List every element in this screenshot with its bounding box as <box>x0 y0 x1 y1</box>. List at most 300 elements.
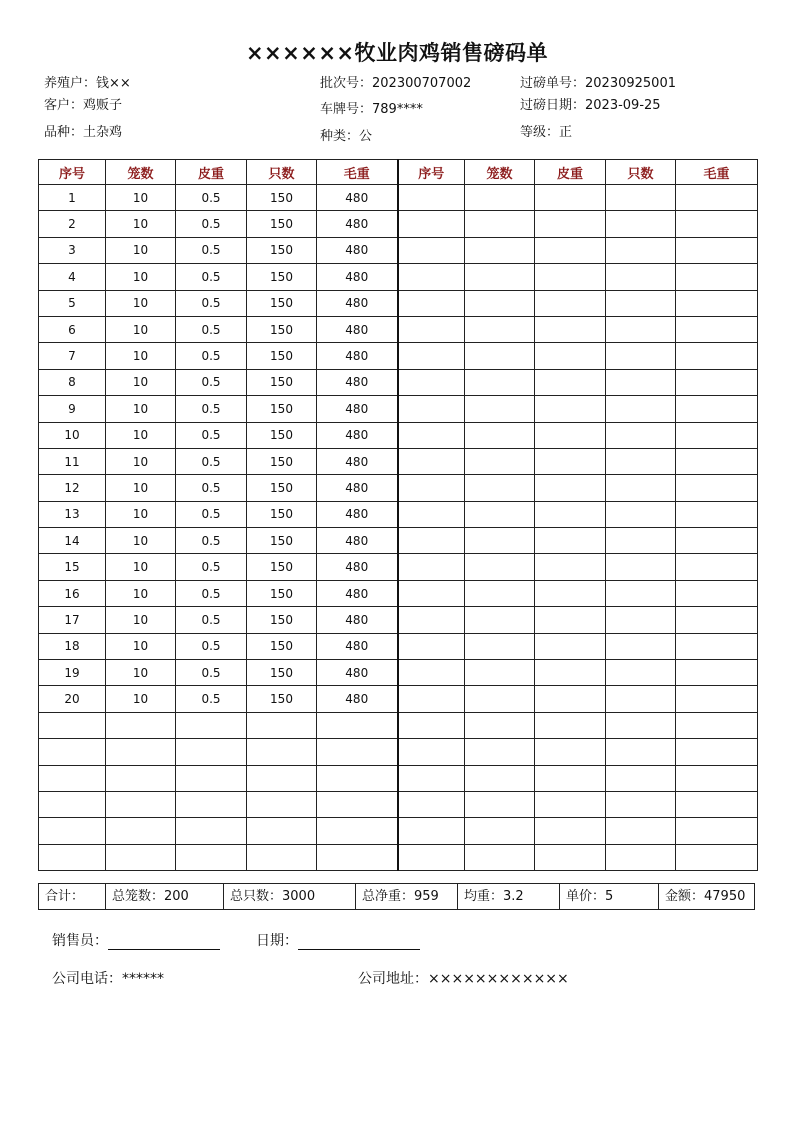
table-cell <box>535 316 606 342</box>
table-cell <box>606 818 676 844</box>
table-cell: 480 <box>317 528 398 554</box>
table-row <box>39 369 758 395</box>
table-cell <box>398 343 465 369</box>
table-cell: 150 <box>247 264 317 290</box>
table-cell: 480 <box>317 686 398 712</box>
table-cell: 480 <box>317 185 398 211</box>
table-cell: 10 <box>106 633 176 659</box>
table-cell <box>606 791 676 817</box>
table-cell: 14 <box>39 528 106 554</box>
table-cell: 150 <box>247 290 317 316</box>
table-cell: 0.5 <box>176 343 247 369</box>
table-cell: 10 <box>106 686 176 712</box>
table-cell: 150 <box>247 633 317 659</box>
table-cell <box>535 448 606 474</box>
table-row <box>39 633 758 659</box>
table-cell <box>535 211 606 237</box>
summary-total-cages: 总笼数：200 <box>106 884 224 909</box>
table-cell <box>606 185 676 211</box>
table-cell: 150 <box>247 580 317 606</box>
customer-field: 客户：鸡贩子 <box>44 98 123 113</box>
table-cell <box>676 607 758 633</box>
table-cell <box>676 712 758 738</box>
table-cell <box>535 765 606 791</box>
company-phone: 公司电话：****** <box>52 971 164 987</box>
table-cell: 480 <box>317 607 398 633</box>
table-cell <box>317 765 398 791</box>
table-cell: 10 <box>106 422 176 448</box>
table-cell <box>398 237 465 263</box>
table-cell <box>398 712 465 738</box>
table-cell: 0.5 <box>176 290 247 316</box>
table-cell <box>398 554 465 580</box>
table-cell <box>247 844 317 870</box>
table-cell <box>606 369 676 395</box>
table-cell: 150 <box>247 369 317 395</box>
breed-field: 品种：土杂鸡 <box>44 125 123 140</box>
table-cell: 6 <box>39 316 106 342</box>
table-cell <box>106 844 176 870</box>
table-cell <box>176 844 247 870</box>
table-cell: 0.5 <box>176 660 247 686</box>
table-cell: 0.5 <box>176 554 247 580</box>
table-cell <box>465 580 535 606</box>
summary-unit-price: 单价：5 <box>560 884 659 909</box>
table-cell <box>535 712 606 738</box>
table-cell: 10 <box>106 396 176 422</box>
table-row <box>39 211 758 237</box>
table-cell <box>317 844 398 870</box>
table-cell: 150 <box>247 316 317 342</box>
table-cell: 10 <box>106 343 176 369</box>
table-cell <box>398 211 465 237</box>
table-row <box>39 528 758 554</box>
table-cell: 0.5 <box>176 448 247 474</box>
table-cell <box>676 501 758 527</box>
table-cell <box>535 343 606 369</box>
table-cell <box>606 765 676 791</box>
table-cell <box>465 554 535 580</box>
table-cell: 150 <box>247 686 317 712</box>
header-seq-right: 序号 <box>398 160 465 185</box>
table-cell <box>398 765 465 791</box>
table-cell <box>465 264 535 290</box>
table-cell <box>247 765 317 791</box>
batch-number-field: 批次号：202300707002 <box>320 76 472 91</box>
table-cell: 0.5 <box>176 185 247 211</box>
table-cell: 10 <box>106 290 176 316</box>
table-cell: 19 <box>39 660 106 686</box>
table-cell: 480 <box>317 316 398 342</box>
table-cell: 480 <box>317 422 398 448</box>
table-cell <box>465 290 535 316</box>
table-cell <box>535 422 606 448</box>
table-cell: 150 <box>247 607 317 633</box>
table-row <box>39 660 758 686</box>
table-cell: 10 <box>106 316 176 342</box>
table-cell <box>606 607 676 633</box>
table-cell <box>317 791 398 817</box>
table-cell <box>176 818 247 844</box>
date-blank <box>298 935 420 950</box>
table-cell <box>465 343 535 369</box>
table-cell: 0.5 <box>176 316 247 342</box>
table-row <box>39 475 758 501</box>
table-cell <box>247 739 317 765</box>
table-row <box>39 791 758 817</box>
table-cell <box>535 580 606 606</box>
table-cell: 480 <box>317 343 398 369</box>
table-cell: 20 <box>39 686 106 712</box>
salesman-label: 销售员： <box>52 933 108 949</box>
table-row <box>39 237 758 263</box>
table-cell <box>465 712 535 738</box>
table-cell: 8 <box>39 369 106 395</box>
table-cell <box>247 818 317 844</box>
table-cell <box>535 264 606 290</box>
table-cell <box>465 660 535 686</box>
table-cell <box>535 607 606 633</box>
table-cell <box>106 765 176 791</box>
table-cell <box>676 633 758 659</box>
table-cell <box>676 554 758 580</box>
table-row <box>39 712 758 738</box>
table-cell <box>465 633 535 659</box>
table-cell: 3 <box>39 237 106 263</box>
table-cell <box>676 237 758 263</box>
table-cell: 480 <box>317 237 398 263</box>
table-cell: 150 <box>247 422 317 448</box>
table-cell <box>398 264 465 290</box>
table-cell: 18 <box>39 633 106 659</box>
date-signature-line <box>256 930 420 950</box>
table-cell <box>606 528 676 554</box>
table-cell <box>535 791 606 817</box>
table-cell <box>176 712 247 738</box>
table-cell: 480 <box>317 290 398 316</box>
header-tare-right: 皮重 <box>535 160 606 185</box>
table-row <box>39 844 758 870</box>
weigh-number-field: 过磅单号：20230925001 <box>520 76 676 91</box>
table-cell <box>676 818 758 844</box>
table-cell <box>398 686 465 712</box>
table-cell <box>535 237 606 263</box>
table-cell <box>676 211 758 237</box>
table-cell <box>39 765 106 791</box>
table-cell: 10 <box>106 475 176 501</box>
table-cell <box>465 791 535 817</box>
table-cell <box>398 290 465 316</box>
table-cell: 10 <box>106 660 176 686</box>
table-cell <box>106 818 176 844</box>
table-cell <box>398 528 465 554</box>
table-row <box>39 396 758 422</box>
table-cell: 17 <box>39 607 106 633</box>
table-cell <box>398 396 465 422</box>
table-cell <box>465 369 535 395</box>
table-cell <box>676 316 758 342</box>
table-cell <box>398 580 465 606</box>
table-cell <box>317 712 398 738</box>
table-cell: 150 <box>247 501 317 527</box>
table-row <box>39 290 758 316</box>
table-cell <box>465 765 535 791</box>
table-cell <box>606 343 676 369</box>
table-cell: 0.5 <box>176 607 247 633</box>
table-cell <box>606 686 676 712</box>
table-cell <box>39 712 106 738</box>
table-cell: 480 <box>317 633 398 659</box>
table-cell: 150 <box>247 475 317 501</box>
table-cell: 10 <box>106 369 176 395</box>
table-cell <box>398 316 465 342</box>
table-cell <box>465 475 535 501</box>
table-cell <box>317 818 398 844</box>
table-cell <box>106 739 176 765</box>
table-cell <box>535 396 606 422</box>
table-cell <box>676 422 758 448</box>
table-cell: 10 <box>106 554 176 580</box>
table-cell <box>676 343 758 369</box>
table-row <box>39 448 758 474</box>
table-cell <box>606 448 676 474</box>
table-cell <box>465 422 535 448</box>
table-cell <box>398 448 465 474</box>
header-cages: 笼数 <box>106 160 176 185</box>
table-cell <box>176 765 247 791</box>
table-cell <box>676 528 758 554</box>
table-cell <box>39 739 106 765</box>
table-cell <box>465 237 535 263</box>
table-cell <box>39 791 106 817</box>
table-cell <box>535 739 606 765</box>
header-tare: 皮重 <box>176 160 247 185</box>
table-cell <box>535 554 606 580</box>
table-row <box>39 739 758 765</box>
table-cell: 10 <box>106 264 176 290</box>
grade-field: 等级：正 <box>520 125 573 140</box>
table-cell <box>676 765 758 791</box>
table-cell <box>606 316 676 342</box>
plate-number-field: 车牌号：789**** <box>320 102 423 117</box>
table-row <box>39 185 758 211</box>
table-cell <box>676 686 758 712</box>
table-cell <box>398 607 465 633</box>
table-cell: 150 <box>247 185 317 211</box>
summary-label: 合计： <box>39 884 106 909</box>
table-cell: 0.5 <box>176 369 247 395</box>
table-cell: 4 <box>39 264 106 290</box>
table-cell: 10 <box>106 528 176 554</box>
header-seq: 序号 <box>39 160 106 185</box>
table-row <box>39 607 758 633</box>
table-cell <box>398 818 465 844</box>
table-cell: 150 <box>247 554 317 580</box>
table-cell <box>676 739 758 765</box>
table-cell <box>606 396 676 422</box>
table-cell: 10 <box>106 448 176 474</box>
table-cell <box>39 818 106 844</box>
table-cell <box>398 739 465 765</box>
header-count-right: 只数 <box>606 160 676 185</box>
company-address: 公司地址：×××××××××××× <box>358 971 569 987</box>
table-cell <box>398 633 465 659</box>
table-cell: 0.5 <box>176 580 247 606</box>
table-cell <box>106 712 176 738</box>
table-row <box>39 264 758 290</box>
table-cell: 7 <box>39 343 106 369</box>
summary-bar <box>38 883 755 910</box>
table-cell <box>465 396 535 422</box>
table-cell: 150 <box>247 660 317 686</box>
table-cell <box>398 501 465 527</box>
table-cell <box>176 791 247 817</box>
table-row <box>39 554 758 580</box>
table-cell <box>606 844 676 870</box>
table-cell: 9 <box>39 396 106 422</box>
salesman-blank <box>108 935 220 950</box>
table-cell <box>606 237 676 263</box>
table-cell <box>465 448 535 474</box>
table-cell <box>535 844 606 870</box>
table-cell <box>535 818 606 844</box>
table-cell: 480 <box>317 554 398 580</box>
table-cell: 480 <box>317 475 398 501</box>
table-cell: 0.5 <box>176 264 247 290</box>
table-cell <box>465 607 535 633</box>
table-cell <box>676 369 758 395</box>
header-cages-right: 笼数 <box>465 160 535 185</box>
header-gross-right: 毛重 <box>676 160 758 185</box>
table-cell <box>676 580 758 606</box>
table-cell: 480 <box>317 660 398 686</box>
table-cell <box>606 554 676 580</box>
table-cell: 150 <box>247 448 317 474</box>
table-cell <box>398 475 465 501</box>
table-row <box>39 343 758 369</box>
table-cell <box>535 686 606 712</box>
table-cell <box>398 185 465 211</box>
table-cell <box>606 422 676 448</box>
table-row <box>39 765 758 791</box>
table-cell <box>606 290 676 316</box>
table-row <box>39 580 758 606</box>
table-cell <box>465 528 535 554</box>
table-cell: 5 <box>39 290 106 316</box>
table-cell <box>535 185 606 211</box>
table-cell: 10 <box>106 580 176 606</box>
table-cell: 0.5 <box>176 686 247 712</box>
table-cell: 480 <box>317 396 398 422</box>
table-cell: 1 <box>39 185 106 211</box>
summary-total-count: 总只数：3000 <box>224 884 356 909</box>
table-cell <box>176 739 247 765</box>
table-cell <box>606 501 676 527</box>
table-cell <box>676 791 758 817</box>
table-cell <box>465 185 535 211</box>
table-cell <box>606 211 676 237</box>
table-cell <box>606 660 676 686</box>
salesman-signature-line <box>52 930 220 950</box>
farmer-field: 养殖户：钱×× <box>44 76 131 91</box>
table-cell: 480 <box>317 369 398 395</box>
table-cell: 0.5 <box>176 633 247 659</box>
summary-amount: 金额：47950 <box>665 889 746 904</box>
table-cell: 2 <box>39 211 106 237</box>
table-cell <box>535 633 606 659</box>
table-cell: 10 <box>106 185 176 211</box>
table-cell: 12 <box>39 475 106 501</box>
table-cell <box>398 791 465 817</box>
table-cell <box>39 844 106 870</box>
table-cell: 480 <box>317 264 398 290</box>
table-cell <box>465 211 535 237</box>
table-cell: 0.5 <box>176 475 247 501</box>
table-cell <box>465 739 535 765</box>
table-cell: 10 <box>106 237 176 263</box>
table-header-row <box>39 160 758 185</box>
table-body <box>39 185 758 871</box>
table-cell: 480 <box>317 211 398 237</box>
table-cell: 10 <box>106 607 176 633</box>
table-cell <box>535 528 606 554</box>
table-cell <box>465 316 535 342</box>
table-cell: 150 <box>247 211 317 237</box>
table-cell <box>535 475 606 501</box>
table-row <box>39 818 758 844</box>
table-cell <box>676 290 758 316</box>
table-cell <box>606 712 676 738</box>
table-cell <box>676 844 758 870</box>
table-cell: 150 <box>247 343 317 369</box>
table-cell <box>535 290 606 316</box>
table-cell: 150 <box>247 396 317 422</box>
table-cell <box>535 501 606 527</box>
table-cell: 15 <box>39 554 106 580</box>
table-cell: 0.5 <box>176 422 247 448</box>
header-count: 只数 <box>247 160 317 185</box>
table-cell <box>535 660 606 686</box>
table-cell <box>398 660 465 686</box>
header-gross: 毛重 <box>317 160 398 185</box>
table-cell <box>606 633 676 659</box>
table-cell: 150 <box>247 237 317 263</box>
table-row <box>39 422 758 448</box>
table-cell <box>398 422 465 448</box>
table-cell: 480 <box>317 501 398 527</box>
table-cell: 0.5 <box>176 528 247 554</box>
table-cell <box>465 844 535 870</box>
table-cell: 16 <box>39 580 106 606</box>
table-cell <box>676 396 758 422</box>
table-cell <box>676 660 758 686</box>
summary-average-weight: 均重：3.2 <box>458 884 560 909</box>
table-cell: 10 <box>106 501 176 527</box>
table-cell <box>606 580 676 606</box>
table-cell: 0.5 <box>176 396 247 422</box>
table-cell <box>317 739 398 765</box>
table-cell: 13 <box>39 501 106 527</box>
summary-total-net: 总净重：959 <box>356 884 458 909</box>
table-cell <box>465 501 535 527</box>
table-cell <box>676 448 758 474</box>
document-title: ××××××牧业肉鸡销售磅码单 <box>245 41 549 65</box>
table-cell <box>676 264 758 290</box>
table-cell: 10 <box>39 422 106 448</box>
table-cell <box>465 686 535 712</box>
table-cell <box>247 712 317 738</box>
category-field: 种类：公 <box>320 129 373 144</box>
